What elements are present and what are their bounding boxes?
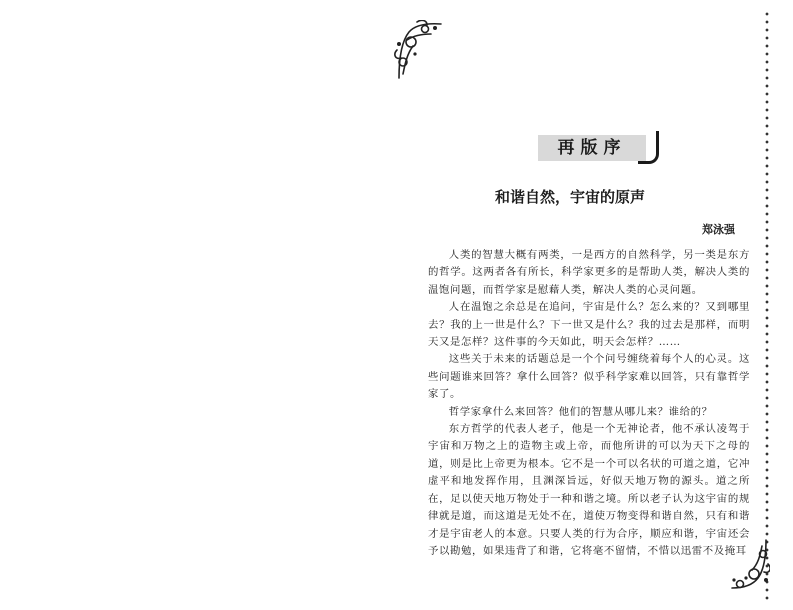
section-header: [538, 131, 660, 165]
corner-ornament-bottom: [730, 538, 770, 592]
paragraph: 人在温饱之余总是在追问，宇宙是什么？怎么来的？又到哪里去？我的上一世是什么？下一世又是什么？我的过去是那样，而明天又是怎样？这件事的今天如此，明天会怎样？……: [428, 301, 750, 349]
perforation-line: [765, 10, 769, 600]
paragraph: 人类的智慧大概有两类，一是西方的自然科学，另一类是东方的哲学。这两者各有所长，科学家更多的是帮助人类，解决人类的温饱问题，而哲学家是慰藉人类，解决人类的心灵问题。: [428, 249, 750, 296]
author-name: 郑泳强: [702, 223, 735, 236]
body-text: [428, 247, 750, 560]
paragraph: 东方哲学的代表人老子，他是一个无神论者，他不承认凌驾于宇宙和万物之上的造物主或上帝，而他所讲的可以为天下之母的道，则是比上帝更为根本。它不是一个可以名状的可道之道，它冲虚平和地发挥作用，且渊深旨远，好似天地万物的源头。道之所在，足以使天地万物处于一种和谐之境。所以老子认为这宇宙的规律就是道，而这道是无处不在，道使万物变得和谐自然，只有和谐才是宇宙老人的本意。只要人类的行为合序，顺应和谐，宇宙还会予以勘勉，如果违背了和谐，它将毫不留情，不惜以迅雷不及掩耳: [428, 423, 750, 557]
paragraph: 这些关于未来的话题总是一个个问号缠绕着每个人的心灵。这些问题谁来回答？拿什么回答？似乎科学家难以回答，只有靠哲学家了。: [428, 353, 750, 401]
article-subtitle: 和谐自然，宇宙的原声: [494, 188, 645, 206]
corner-ornament-top: [393, 20, 445, 80]
paragraph: 哲学家拿什么来回答？他们的智慧从哪儿来？谁给的？: [448, 405, 713, 418]
section-title: 再版序: [557, 138, 627, 158]
